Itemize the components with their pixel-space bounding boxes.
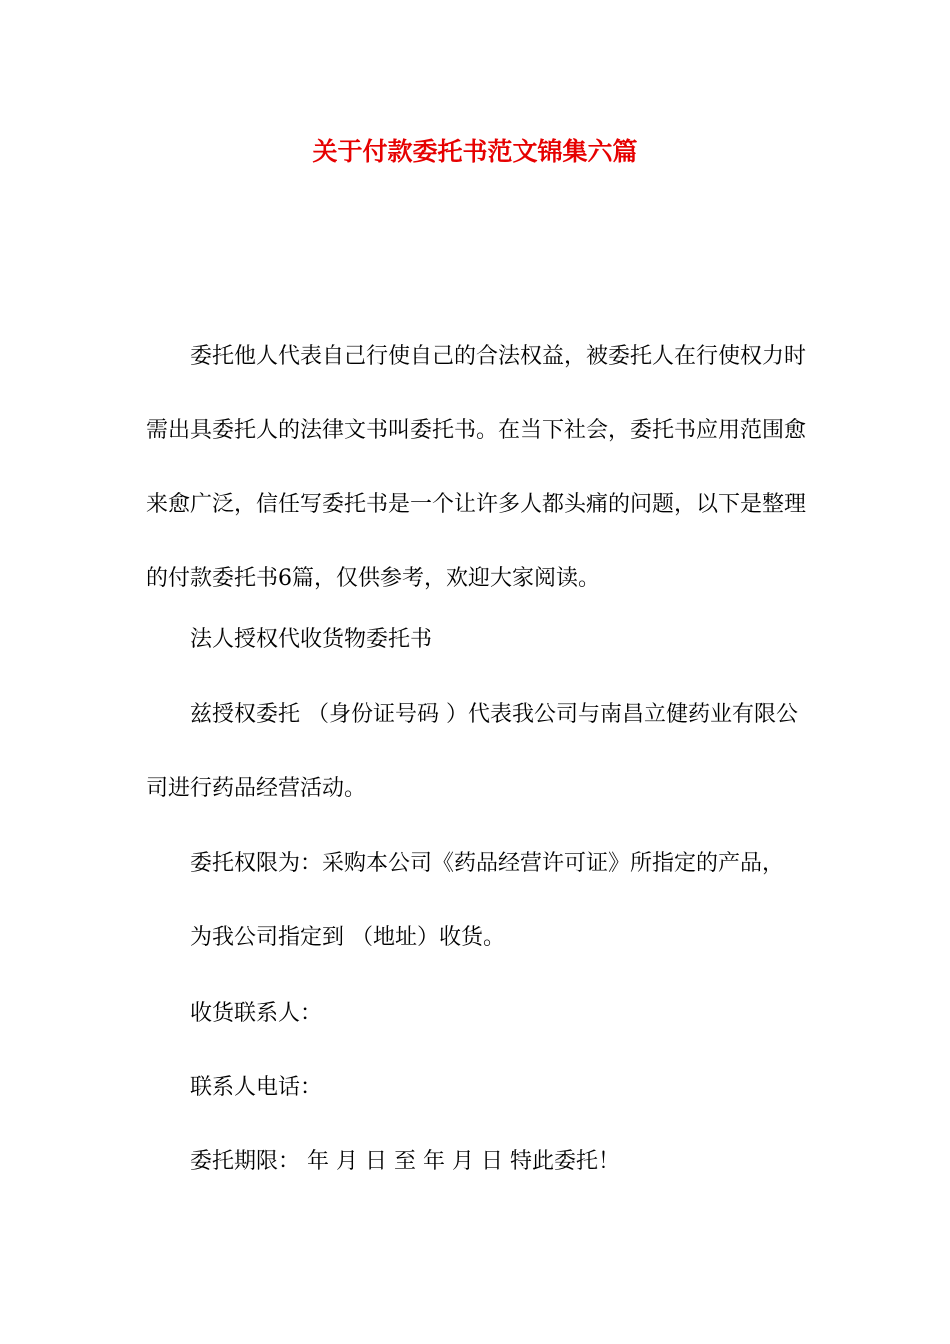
document-title: 关于付款委托书范文锦集六篇 bbox=[312, 137, 638, 166]
period-line: 委托期限： 年 月 日 至 年 月 日 特此委托！ bbox=[190, 1149, 620, 1174]
contact-person-line: 收货联系人： bbox=[190, 1001, 323, 1026]
authorization-paragraph: 兹授权委托 （身份证号码 ）代表我公司与南昌立健药业有限公司进行药品经营活动。 bbox=[146, 702, 798, 801]
section-heading: 法人授权代收货物委托书 bbox=[190, 627, 433, 652]
intro-paragraph: 委托他人代表自己行使自己的合法权益，被委托人在行使权力时需出具委托人的法律文书叫委托书。在当下社会，委托书应用范围愈来愈广泛，信任写委托书是一个让许多人都头痛的问题，以下是整理的付款委托书6篇，仅供参考，欢迎大家阅读。 bbox=[146, 344, 807, 591]
scope-line: 委托权限为：采购本公司《药品经营许可证》所指定的产品， bbox=[190, 851, 785, 876]
delivery-line: 为我公司指定到 （地址）收货。 bbox=[190, 925, 505, 950]
contact-phone-line: 联系人电话： bbox=[190, 1075, 323, 1100]
